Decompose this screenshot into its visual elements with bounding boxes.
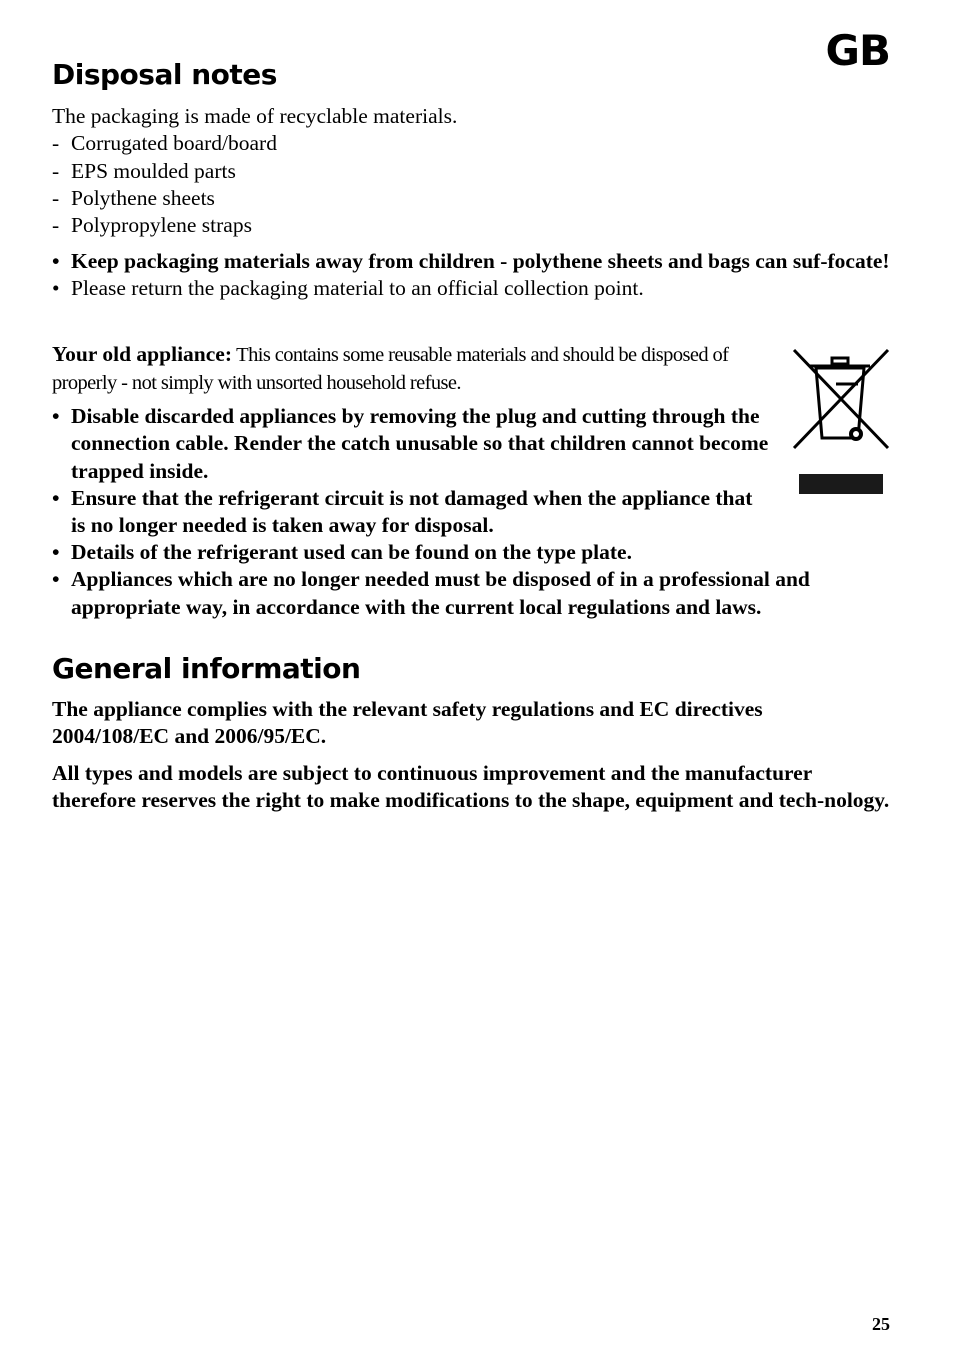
language-code: GB — [825, 26, 890, 75]
list-item: - EPS moulded parts — [52, 158, 552, 185]
crossed-out-wheelie-bin-icon — [792, 346, 892, 452]
disposal-heading: Disposal notes — [52, 58, 277, 91]
general-paragraph-1: The appliance complies with the relevant safety regulations and EC directives 2004/108/EC and 2006/95/EC. — [52, 697, 763, 749]
old-appliance-label: Your old appliance: — [52, 342, 232, 366]
list-item: • Disable discarded appliances by removing the plug and cutting through the connection cable. Render the catch unusable so that children cannot become trapped inside. — [52, 404, 769, 483]
list-item: - Polypropylene straps — [52, 212, 552, 239]
list-item: • Keep packaging materials away from children - polythene sheets and bags can suf-focate! — [52, 249, 890, 273]
packaging-warnings — [52, 248, 892, 303]
old-appliance-text: This contains some reusable materials and should be disposed of properly - not simply with unsorted household refuse. — [52, 344, 729, 394]
materials-list — [52, 130, 552, 239]
old-appliance-paragraph — [52, 340, 742, 397]
page-number: 25 — [872, 1314, 890, 1334]
general-paragraph-2: All types and models are subject to continuous improvement and the manufacturer therefore reserves the right to make modifications to the shape, equipment and tech-nology. — [52, 761, 890, 813]
packaging-intro: The packaging is made of recyclable materials. — [52, 104, 458, 128]
list-item: • Appliances which are no longer needed must be disposed of in a professional and appropriate way, in accordance with the current local regulations and laws. — [52, 567, 810, 619]
general-heading: General information — [52, 652, 361, 685]
packaging-intro-block — [52, 103, 552, 239]
instructions-block-2 — [52, 539, 892, 621]
list-item: • Details of the refrigerant used can be found on the type plate. — [52, 540, 632, 564]
list-item: • Please return the packaging material to an official collection point. — [52, 276, 644, 301]
instructions-block-1 — [52, 403, 772, 539]
list-item: • Ensure that the refrigerant circuit is not damaged when the appliance that is no longer needed is taken away for disposal. — [52, 485, 753, 538]
list-item: - Corrugated board/board — [52, 130, 552, 157]
list-item: - Polythene sheets — [52, 185, 552, 212]
marking-bar — [799, 474, 883, 494]
